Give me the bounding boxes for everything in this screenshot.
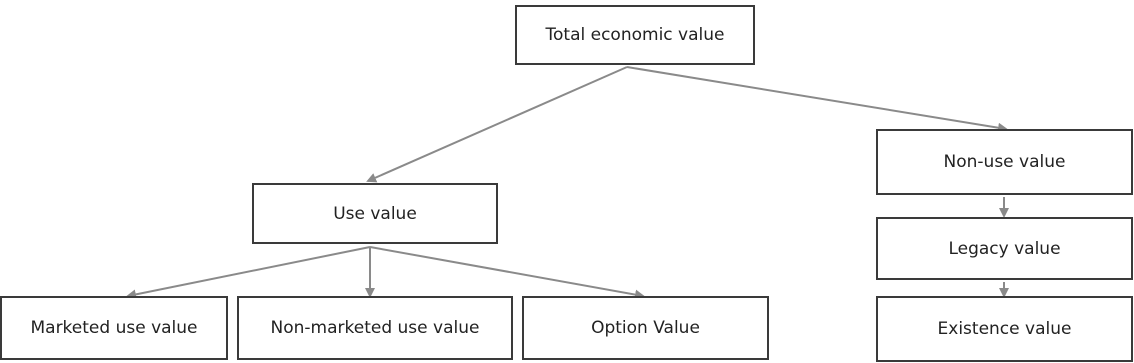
edge-total-to-non-use — [627, 67, 1006, 129]
node-use-value — [252, 183, 498, 244]
edge-use-to-marketed — [128, 247, 370, 296]
node-label-use-value: Use value — [333, 203, 417, 224]
node-total-economic-value — [515, 5, 755, 65]
edge-total-to-use — [368, 67, 627, 181]
node-label-option-value: Option Value — [591, 318, 700, 338]
node-legacy-value — [876, 217, 1133, 280]
node-label-legacy-value: Legacy value — [948, 238, 1061, 259]
node-existence-value — [876, 296, 1133, 362]
node-label-marketed-use-value: Marketed use value — [30, 318, 198, 338]
edge-use-to-option — [370, 247, 643, 296]
node-non-use-value — [876, 129, 1133, 195]
node-label-existence-value: Existence value — [937, 319, 1072, 339]
node-label-non-marketed-use-value: Non-marketed use value — [270, 318, 480, 338]
node-label-total-economic-value: Total economic value — [545, 25, 725, 45]
node-marketed-use-value — [0, 296, 228, 360]
node-label-non-use-value: Non-use value — [943, 152, 1066, 172]
node-non-marketed-use-value — [237, 296, 513, 360]
node-option-value — [522, 296, 769, 360]
